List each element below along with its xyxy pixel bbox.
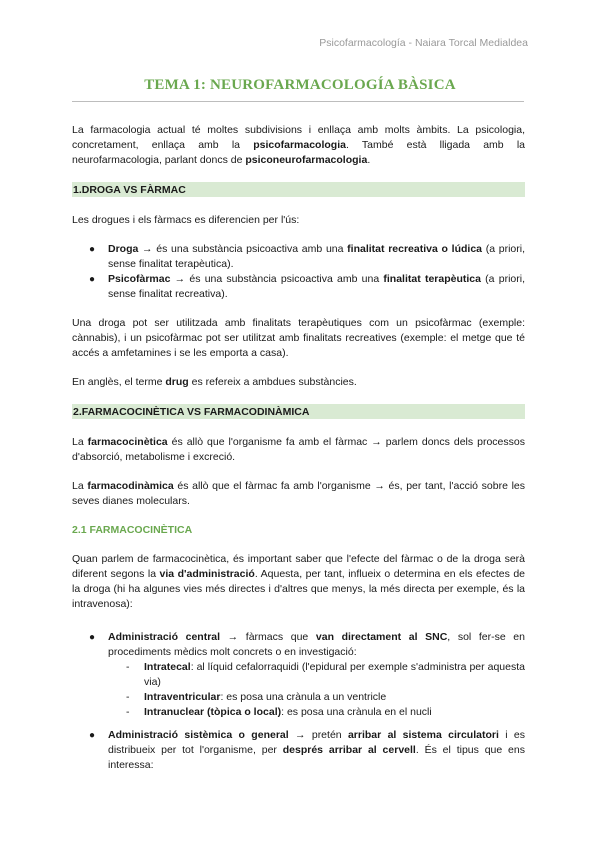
term-intratecal: Intratecal [144, 661, 191, 673]
section-heading-2: 2.FARMACOCINÈTICA VS FARMACODINÀMICA [72, 404, 525, 419]
section1-list [72, 242, 525, 302]
administration-list [72, 630, 525, 773]
subitem-intranuclear [108, 705, 525, 720]
term-farmacodinamica: farmacodinàmica [87, 480, 174, 492]
term-farmacocinetica: farmacocinètica [87, 436, 168, 448]
bullet-icon: ● [89, 274, 96, 285]
document-body [72, 123, 525, 787]
dash-icon: - [126, 691, 130, 703]
list-item-psicofarmac [72, 272, 525, 302]
central-subitems [108, 660, 525, 720]
para-text: . Aquesta, per tant, influeix o determina en els efectes de la droga (hi ha algunes vies més directes i d'altres que menys, la més directa per exemple, és la intravenosa): [72, 568, 525, 610]
title-divider [72, 101, 524, 102]
para-text: En anglès, el terme [72, 376, 166, 388]
term-snc: van directament al SNC [315, 631, 448, 643]
list-text: → pretén [288, 729, 348, 741]
section1-paragraph-2: Una droga pot ser utilitzada amb finalitats terapèutiques com un psicofàrmac (exemple: cànnabis), i un psicofàrmac pot ser utilitzat amb finalitats recreatives (exemple: el metge que té accés a amfetamines i se les emporta a casa). [72, 317, 525, 359]
running-header: Psicofarmacología - Naiara Torcal Medialdea [319, 37, 528, 49]
intro-text-2: . També està lligada amb la neurofarmacologia, parlant doncs de [72, 139, 525, 166]
intro-text-3: . [367, 154, 371, 166]
list-text: i es distribueix per tot l'organisme, per [108, 729, 525, 756]
term-intraventricular: Intraventricular [144, 691, 221, 703]
intro-term-psiconeurofarmacologia: psiconeurofarmacologia [245, 154, 368, 166]
list-text: . És el tipus que ens interessa: [108, 744, 525, 771]
para-text: és allò que l'organisme fa amb el fàrmac → parlem doncs dels processos d'absorció, metabolisme i excreció. [72, 436, 525, 463]
subsection-heading-2-1: 2.1 FARMACOCINÈTICA [72, 524, 193, 536]
para-text: La [72, 480, 88, 492]
term-via-administracio: via d'administració [159, 568, 255, 580]
para-text: La [72, 436, 88, 448]
list-item-administracio-sistemica [72, 728, 525, 773]
section-heading-1: 1.DROGA VS FÀRMAC [72, 182, 525, 197]
subitem-text: : es posa una crànula en el nucli [281, 706, 432, 718]
term-administracio-central: Administració central [108, 631, 221, 643]
list-text: → fàrmacs que [220, 631, 316, 643]
intro-term-psicofarmacologia: psicofarmacologia [253, 139, 346, 151]
term-intranuclear: Intranuclear (tòpica o local) [144, 706, 282, 718]
section2-paragraph-1 [72, 435, 525, 465]
bullet-icon: ● [89, 632, 96, 643]
term-drug: drug [165, 376, 189, 388]
term-finalitat-recreativa: finalitat recreativa o lúdica [347, 243, 482, 255]
term-arribar-cervell: després arribar al cervell [282, 744, 416, 756]
list-text: (a priori, sense finalitat recreativa). [108, 273, 525, 300]
term-droga: Droga [108, 243, 139, 255]
intro-text-1: La farmacologia actual té moltes subdivisions i enllaça amb molts àmbits. La psicologia, concretament, enllaça amb la [72, 124, 525, 151]
dash-icon: - [126, 706, 130, 718]
section2-paragraph-2 [72, 479, 525, 509]
bullet-icon: ● [89, 730, 96, 741]
list-text: → és una substància psicoactiva amb una [170, 273, 384, 285]
list-text: (a priori, sense finalitat terapèutica). [108, 243, 525, 270]
para-text: es refereix a ambdues substàncies. [188, 376, 357, 388]
para-text: és allò que el fàrmac fa amb l'organisme → és, per tant, l'acció sobre les seves dianes moleculars. [72, 480, 525, 507]
dash-icon: - [126, 661, 130, 673]
list-text: , sol fer-se en procediments mèdics molt concrets o en investigació: [108, 631, 525, 658]
intro-paragraph [72, 123, 525, 168]
subitem-intraventricular [108, 690, 525, 705]
list-spacer [72, 720, 525, 728]
list-item-administracio-central [72, 630, 525, 720]
term-finalitat-terapeutica: finalitat terapèutica [383, 273, 481, 285]
section21-paragraph-1 [72, 552, 525, 612]
para-text: Quan parlem de farmacocinètica, és important saber que l'efecte del fàrmac o de la droga serà diferent segons la [72, 553, 525, 580]
list-text: → és una substància psicoactiva amb una [138, 243, 348, 255]
subitem-text: : al líquid cefalorraquidi (l'epidural per exemple s'administra per aquesta via) [144, 661, 525, 688]
section1-paragraph-3 [72, 375, 525, 390]
term-administracio-sistemica: Administració sistèmica o general [108, 729, 289, 741]
term-sistema-circulatori: arribar al sistema circulatori [347, 729, 499, 741]
page-title: TEMA 1: NEUROFARMACOLOGÍA BÀSICA [144, 77, 456, 93]
subitem-text: : es posa una crànula a un ventricle [220, 691, 387, 703]
list-item-droga [72, 242, 525, 272]
bullet-icon: ● [89, 244, 96, 255]
subitem-intratecal [108, 660, 525, 690]
term-psicofarmac: Psicofàrmac [108, 273, 171, 285]
section1-lead: Les drogues i els fàrmacs es diferencien per l'ús: [72, 214, 300, 226]
